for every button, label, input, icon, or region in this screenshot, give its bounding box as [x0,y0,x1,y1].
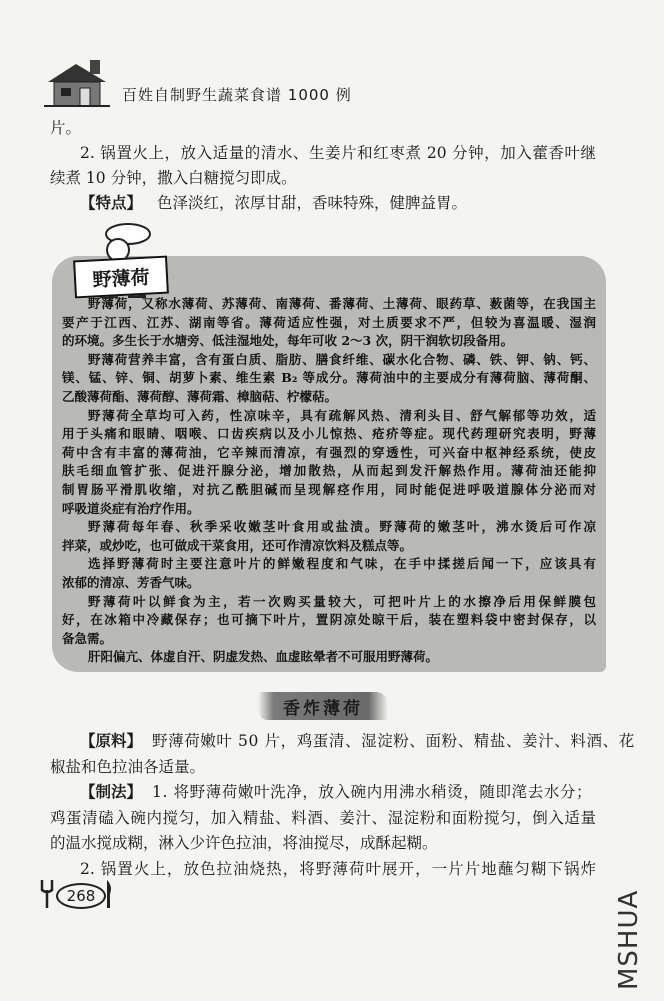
house-logo-icon [44,56,110,108]
box-line [62,611,596,629]
line-text: 的温水搅成糊，淋入少许色拉油，将油搅尽，成酥起糊。 [50,834,438,852]
page-number: 268 [56,883,106,909]
feature-line [80,193,467,213]
line-text: 选择野薄荷时主要注意叶片的鲜嫩程度和气味，在手中揉搓后闻一下，应该具有 [88,556,596,572]
section-label: 【原料】 [80,732,143,750]
line-text: 野薄荷每年春、秋季采收嫩茎叶食用或盐渍。野薄荷的嫩茎叶，沸水烫后可作凉 [88,519,596,535]
body-line [50,168,297,188]
feature-text: 色泽淡红，浓厚甘甜，香味特殊，健脾益胃。 [156,194,467,212]
recipe-line [50,833,438,853]
recipe-title: 香炸薄荷 [258,692,388,720]
line-text: 片。 [50,119,82,137]
line-text: 拌菜，或炒吃，也可做成干菜食用，还可作清凉饮料及糕点等。 [62,537,413,553]
box-line [62,574,200,592]
box-line [62,332,513,350]
line-text: 野薄荷叶以鲜食为主，若一次购买量较大，可把叶片上的水擦净后用保鲜膜包 [88,593,596,609]
box-line [62,630,112,648]
box-line [62,444,596,462]
line-text: 肤毛细血管扩张、促进汗腺分泌，增加散热，从而起到发汗解热作用。薄荷油还能抑 [62,463,596,479]
line-text: 野薄荷全草均可入药，性凉味辛，具有疏解风热、清利头目、舒气解郁等功效，适 [88,407,596,423]
box-line [88,518,596,536]
recipe-line [50,757,205,777]
box-line [62,314,596,332]
watermark: MSHUA [614,889,644,990]
line-text: 椒盐和色拉油各适量。 [50,757,206,776]
box-line [88,648,438,666]
line-text: 乙酸薄荷酯、薄荷醇、薄荷霜、樟脑萜、柠檬萜。 [62,389,338,404]
line-text: 野薄荷，又称水薄荷、苏薄荷、南薄荷、番薄荷、土薄荷、眼药草、薮菌等，在我国主 [88,296,596,311]
book-title: 百姓自制野生蔬菜食谱 1000 例 [122,86,352,104]
body-line [50,118,81,138]
body-line [80,143,596,163]
section-label: 【制法】 [80,783,143,801]
line-text: 备急需。 [62,630,113,646]
box-line [88,351,596,369]
box-line [62,481,596,499]
box-title-sign: 野薄荷 [73,256,169,299]
recipe-line [80,782,596,802]
line-text: 浓郁的清凉、芳香气味。 [62,575,200,590]
box-line [88,407,596,425]
box-line [62,500,200,518]
line-text: 2. 锅置火上，放色拉油烧热，将野薄荷叶展开，一片片地蘸匀糊下锅炸 [80,859,596,878]
box-line [88,295,596,313]
line-text: 呼吸道炎症有治疗作用。 [62,500,200,516]
line-text: 野薄荷嫩叶 50 片，鸡蛋清、湿淀粉、面粉、精盐、姜汁、料酒、花 [152,732,635,750]
line-text: 鸡蛋清磕入碗内搅匀，加入精盐、料酒、姜汁、湿淀粉和面粉搅匀，倒入适量 [50,808,596,827]
line-text: 制胃肠平滑肌收缩，对抗乙酰胆碱而呈现解痉作用，同时能促进呼吸道腺体分泌而对 [62,482,596,497]
box-line [62,388,337,406]
recipe-line [80,859,596,879]
line-text: 2. 锅置火上，放入适量的清水、生姜片和红枣煮 20 分钟，加入藿香叶继 [80,144,596,162]
line-text: 用于头痛和眼睛、咽喉、口齿疾病以及小儿惊热、疮疥等症。现代药理研究表明，野薄 [62,426,596,442]
box-line [88,593,596,611]
line-text: 野薄荷营养丰富，含有蛋白质、脂肪、膳食纤维、碳水化合物、磷、铁、钾、钠、钙、 [88,351,596,367]
recipe-line [80,731,635,751]
line-text: 续煮 10 分钟，撒入白糖搅匀即成。 [50,169,297,187]
box-line [62,425,596,443]
line-text: 肝阳偏亢、体虚自汗、阴虚发热、血虚眩晕者不可服用野薄荷。 [88,649,439,665]
box-line [62,369,596,387]
line-text: 好，在冰箱中冷藏保存；也可摘下叶片，置阴凉处晾干后，装在塑料袋中密封保存，以 [62,612,596,628]
box-line [62,537,412,555]
line-text: 荷中含有丰富的薄荷油，它辛辣而清凉，有强烈的穿透性，可兴奋中枢神经系统，使皮 [62,444,596,460]
line-text: 1. 将野薄荷嫩叶洗净，放入碗内用沸水稍烫，随即滗去水分； [152,783,593,801]
line-text: 要产于江西、江苏、湖南等省。薄荷适应性强，对土质要求不严，但较为喜温暖、湿润 [62,314,596,330]
box-line [62,462,596,480]
recipe-line [50,808,596,828]
fork-icon [40,878,54,910]
knife-icon [104,878,114,910]
feature-label: 【特点】 [80,194,143,212]
line-text: 的环境。多生长于水塘旁、低洼湿地处，每年可收 2～3 次，阴干润软切段备用。 [62,333,514,349]
line-text: 镁、锰、锌、铜、胡萝卜素、维生素 B₂ 等成分。薄荷油中的主要成分有薄荷脑、薄荷酮、 [62,370,596,386]
box-line [88,555,596,573]
